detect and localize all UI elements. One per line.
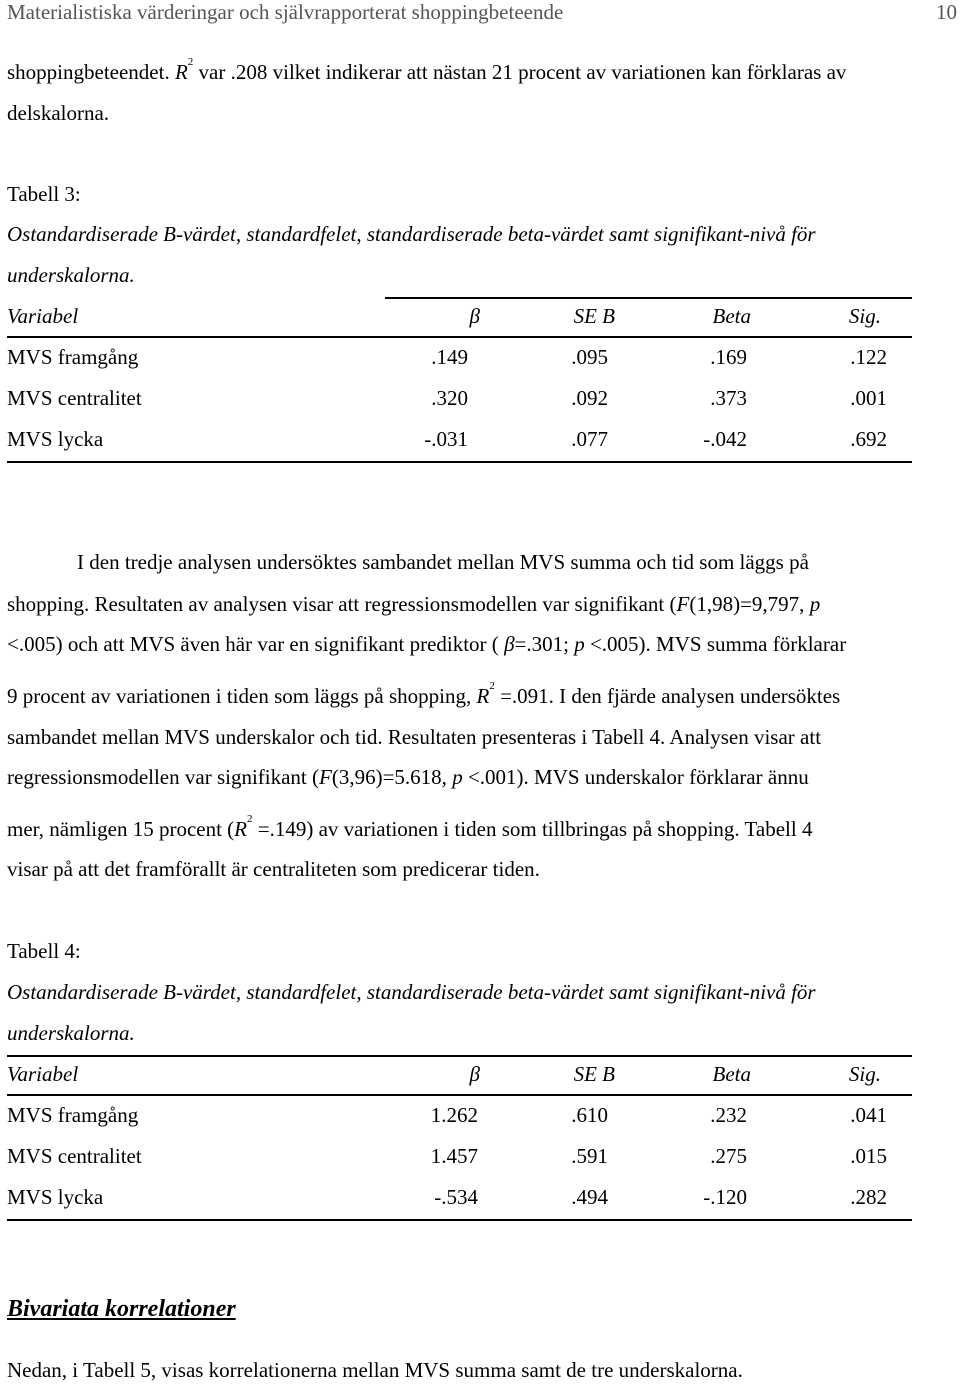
table4-top-rule [7, 1055, 912, 1057]
para-line-1: I den tredje analysen undersöktes sambandet mellan MVS summa och tid som läggs på [77, 550, 809, 574]
table3-caption-line-2: underskalorna. [7, 263, 135, 287]
table3-caption-line-1: Ostandardiserade B-värdet, standardfelet, standardiserade beta-värdet samt signifikant-nivå för [7, 222, 816, 246]
table3-cell: MVS centralitet [7, 386, 142, 410]
table3-header-rule [7, 336, 912, 338]
table3-header-sig: Sig. [848, 304, 881, 328]
table4-cell: -.534 [434, 1185, 478, 1209]
table3-label: Tabell 3: [7, 182, 81, 206]
para-line-4: 9 procent av variationen i tiden som läggs på shopping, $R^2 =.091$. I den fjärde analysen undersöktes [7, 680, 841, 708]
table4-cell: 1.262 [430, 1103, 478, 1127]
table4-cell: MVS lycka [7, 1185, 104, 1209]
table4-cell: .275 [710, 1144, 747, 1168]
intro-line-2: delskalorna. [7, 101, 110, 125]
table4-cell: .610 [571, 1103, 608, 1127]
table4-header-beta-symbol: β [469, 1062, 480, 1086]
table4-cell: .041 [850, 1103, 887, 1127]
table3-cell: .320 [431, 386, 468, 410]
para-line-6: regressionsmodellen var signifikant (F(3,96)=5.618, p <.001). MVS underskalor förklarar ännu [7, 765, 809, 789]
table3-cell: .149 [431, 345, 468, 369]
table3-header-se-b: SE B [573, 304, 615, 328]
para-line-8: visar på att det framförallt är centraliteten som predicerar tiden. [7, 857, 540, 881]
table4-cell: 1.457 [430, 1144, 478, 1168]
table4-header-sig: Sig. [848, 1062, 881, 1086]
intro-line-1: shoppingbeteendet. $R^2$ var .208 vilket indikerar att nästan 21 procent av variationen kan förklaras av [7, 56, 847, 84]
table3-cell: -.042 [703, 427, 747, 451]
table4-cell: .591 [571, 1144, 608, 1168]
table3-cell: -.031 [424, 427, 468, 451]
table3-header-beta: Beta [712, 304, 751, 328]
running-header-title: Materialistiska värderingar och självrapporterat shoppingbeteende [7, 0, 564, 24]
table4-caption-line-2: underskalorna. [7, 1021, 135, 1045]
table3-cell: MVS lycka [7, 427, 104, 451]
table4-label: Tabell 4: [7, 939, 81, 963]
table4-cell: MVS centralitet [7, 1144, 142, 1168]
table4-bottom-rule [7, 1219, 912, 1221]
table4-cell: .282 [850, 1185, 887, 1209]
para-line-7: mer, nämligen 15 procent $(R^2 =.149)$ av variationen i tiden som tillbringas på shopping. Tabell 4 [7, 813, 813, 841]
table4-caption-line-1: Ostandardiserade B-värdet, standardfelet, standardiserade beta-värdet samt signifikant-nivå för [7, 980, 816, 1004]
para-line-3: <.005) och att MVS även här var en signifikant prediktor ( β=.301; p <.005). MVS summa förklarar [7, 632, 847, 656]
table3-top-rule [385, 297, 912, 299]
table3-header-beta-symbol: β [469, 304, 480, 328]
table4-header-rule [7, 1094, 912, 1096]
table4-header-se-b: SE B [573, 1062, 615, 1086]
table3-bottom-rule [7, 461, 912, 463]
table3-cell: .373 [710, 386, 747, 410]
para-line-2: shopping. Resultaten av analysen visar att regressionsmodellen var signifikant (F(1,98)=9,797, p [7, 592, 821, 616]
table4-cell: .015 [850, 1144, 887, 1168]
table4-cell: MVS framgång [7, 1103, 139, 1127]
table4-header-variable: Variabel [7, 1062, 79, 1086]
table3-cell: .095 [571, 345, 608, 369]
table4-cell: .232 [710, 1103, 747, 1127]
table3-cell: .169 [710, 345, 747, 369]
table4-header-beta: Beta [712, 1062, 751, 1086]
section-text: Nedan, i Tabell 5, visas korrelationerna mellan MVS summa samt de tre underskalorna. [7, 1358, 743, 1382]
table3-cell: .122 [850, 345, 887, 369]
page-number: 10 [936, 0, 957, 24]
table3-cell: .692 [850, 427, 887, 451]
table3-cell: .092 [571, 386, 608, 410]
para-line-5: sambandet mellan MVS underskalor och tid. Resultaten presenteras i Tabell 4. Analysen visar att [7, 725, 822, 749]
section-heading: Bivariata korrelationer [7, 1296, 236, 1322]
table3-cell: .077 [571, 427, 608, 451]
table3-header-variable: Variabel [7, 304, 79, 328]
table4-cell: -.120 [703, 1185, 747, 1209]
table3-cell: MVS framgång [7, 345, 139, 369]
table4-cell: .494 [571, 1185, 608, 1209]
table3-cell: .001 [850, 386, 887, 410]
